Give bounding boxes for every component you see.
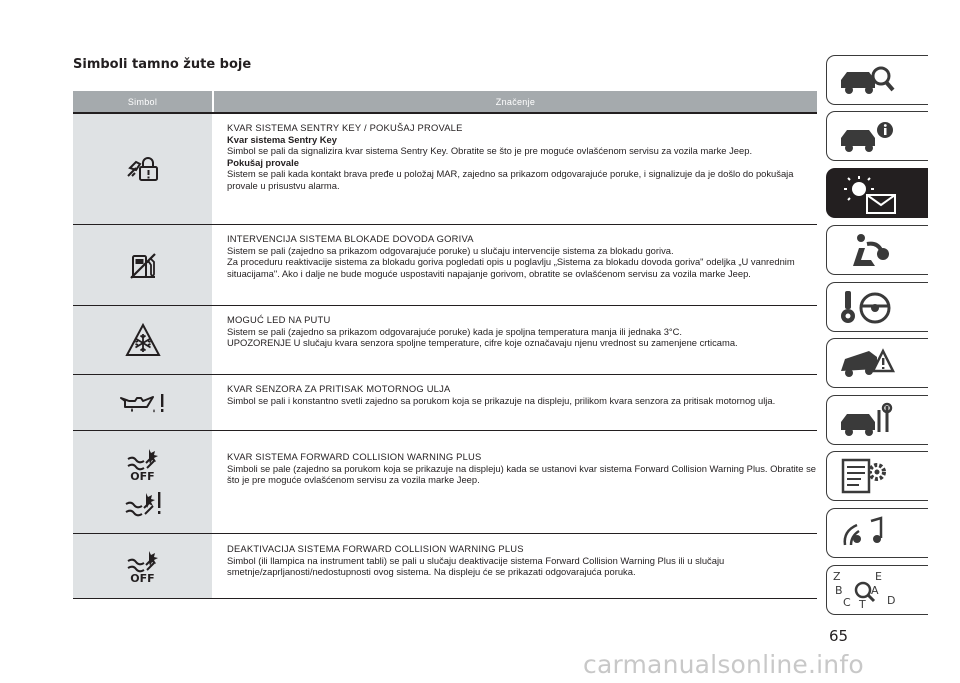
car-search-icon — [837, 62, 897, 100]
tab-safety[interactable] — [826, 225, 928, 275]
car-info-icon — [837, 118, 897, 156]
car-wrench-icon — [837, 402, 897, 440]
svg-text:Z: Z — [833, 570, 841, 583]
tab-warning-lights[interactable] — [826, 168, 928, 218]
symbols-table — [73, 91, 817, 599]
table-row — [73, 225, 817, 306]
svg-text:D: D — [887, 594, 896, 607]
meaning-cell: KVAR SISTEMA SENTRY KEY / POKUŠAJ PROVALE Kvar sistema Sentry Key Simbol se pali da signalizira kvar sistema Sentry Key. Obratite se što je pre moguće ovlašćenom servisu za vozila marke Jeep. Pokušaj provale Sistem se pali kada kontakt brava pređe u položaj MAR, zajedno sa prikazom odgovarajuće poruke, i signalizuje da je došlo do pokušaja provale u prisustvu alarma. — [227, 122, 794, 191]
forward-collision-icon — [123, 490, 163, 518]
tab-maintenance[interactable] — [826, 395, 928, 445]
header-symbol: Simbol — [73, 91, 212, 112]
fuel-cutoff-icon — [129, 250, 157, 280]
table-row — [73, 306, 817, 375]
airbag-seat-icon — [837, 232, 897, 270]
svg-text:T: T — [859, 598, 866, 610]
tab-starting-driving[interactable] — [826, 282, 928, 332]
table-row — [73, 534, 817, 599]
table-header — [73, 91, 817, 112]
car-hazard-icon — [837, 345, 897, 383]
header-meaning: Značenje — [214, 91, 817, 112]
tab-index[interactable] — [826, 565, 928, 615]
ice-warning-icon — [125, 323, 161, 357]
forward-collision-off-icon — [125, 447, 161, 482]
multimedia-icon — [837, 515, 897, 553]
alphabet-index-icon — [831, 568, 901, 610]
off-label: OFF — [130, 469, 155, 483]
page-number: 65 — [829, 627, 849, 645]
forward-collision-off-icon — [125, 549, 161, 584]
tab-multimedia[interactable] — [826, 508, 928, 558]
meaning-cell: INTERVENCIJA SISTEMA BLOKADE DOVODA GORIVA Sistem se pali (zajedno sa prikazom odgovarajuće poruke) u slučaju intervencije sistema za blokadu goriva. Za proceduru reaktivacije sistema za blokadu goriva pogledati opis u poglavlju „Sistema za blokadu dovoda goriva" odeljka „U vanrednim situacijama". Ako i dalje ne bude moguće uspostaviti napajanje gorivom, obratite se ovlašćenom servisu za vozila marke Jeep. — [227, 233, 795, 279]
meaning-cell: DEAKTIVACIJA SISTEMA FORWARD COLLISION WARNING PLUS Simbol (ili llampica na instrument tabli) se pali u slučaju deaktivacije sistema Forward Collision Warning Plus ili u slučaju smetnje/zaprljanosti/nedostupnosti ovog sistema. Na displeju će se prikazati odgovarajuća poruka. — [227, 543, 725, 578]
section-title: Simboli tamno žute boje — [73, 57, 252, 72]
warning-light-message-icon — [837, 175, 899, 215]
lock-warning-icon — [126, 156, 160, 182]
table-row — [73, 431, 817, 534]
tab-car-info[interactable] — [826, 111, 928, 161]
meaning-cell: MOGUĆ LED NA PUTU Sistem se pali (zajedno sa prikazom odgovarajuće poruke) kada je spoljna temperatura manja ili jednaka 3°C. UPOZORENJE U slučaju kvara senzora spoljne temperature, cifre koje označavaju njenu vrednost su zamenjene crticama. — [227, 314, 738, 349]
svg-text:A: A — [871, 584, 879, 597]
svg-text:C: C — [843, 596, 851, 609]
svg-text:E: E — [875, 570, 882, 583]
svg-text:B: B — [835, 584, 843, 597]
table-row — [73, 375, 817, 431]
tab-technical-data[interactable] — [826, 451, 928, 501]
data-gear-icon — [837, 458, 897, 496]
off-label: OFF — [130, 571, 155, 585]
watermark: carmanualsonline.info — [583, 650, 864, 679]
key-steering-wheel-icon — [837, 289, 897, 327]
oil-level-sensor-icon — [118, 391, 168, 415]
meaning-cell: KVAR SENZORA ZA PRITISAK MOTORNOG ULJA Simbol se pali i konstantno svetli zajedno sa porukom koja se prikazuje na displeju, prilikom kvara senzora za pritisak motornog ulja. — [227, 383, 776, 406]
meaning-cell: KVAR SISTEMA FORWARD COLLISION WARNING PLUS Simboli se pale (zajedno sa porukom koja se prikazuje na displeju) kada se ustanovi kvar sistema Forward Collision Warning Plus. Obratite se što je pre moguće ovlašćenom servisu za vozila marke Jeep. — [227, 451, 816, 486]
tab-car-search[interactable] — [826, 55, 928, 105]
table-row — [73, 114, 817, 225]
tab-emergency[interactable] — [826, 338, 928, 388]
